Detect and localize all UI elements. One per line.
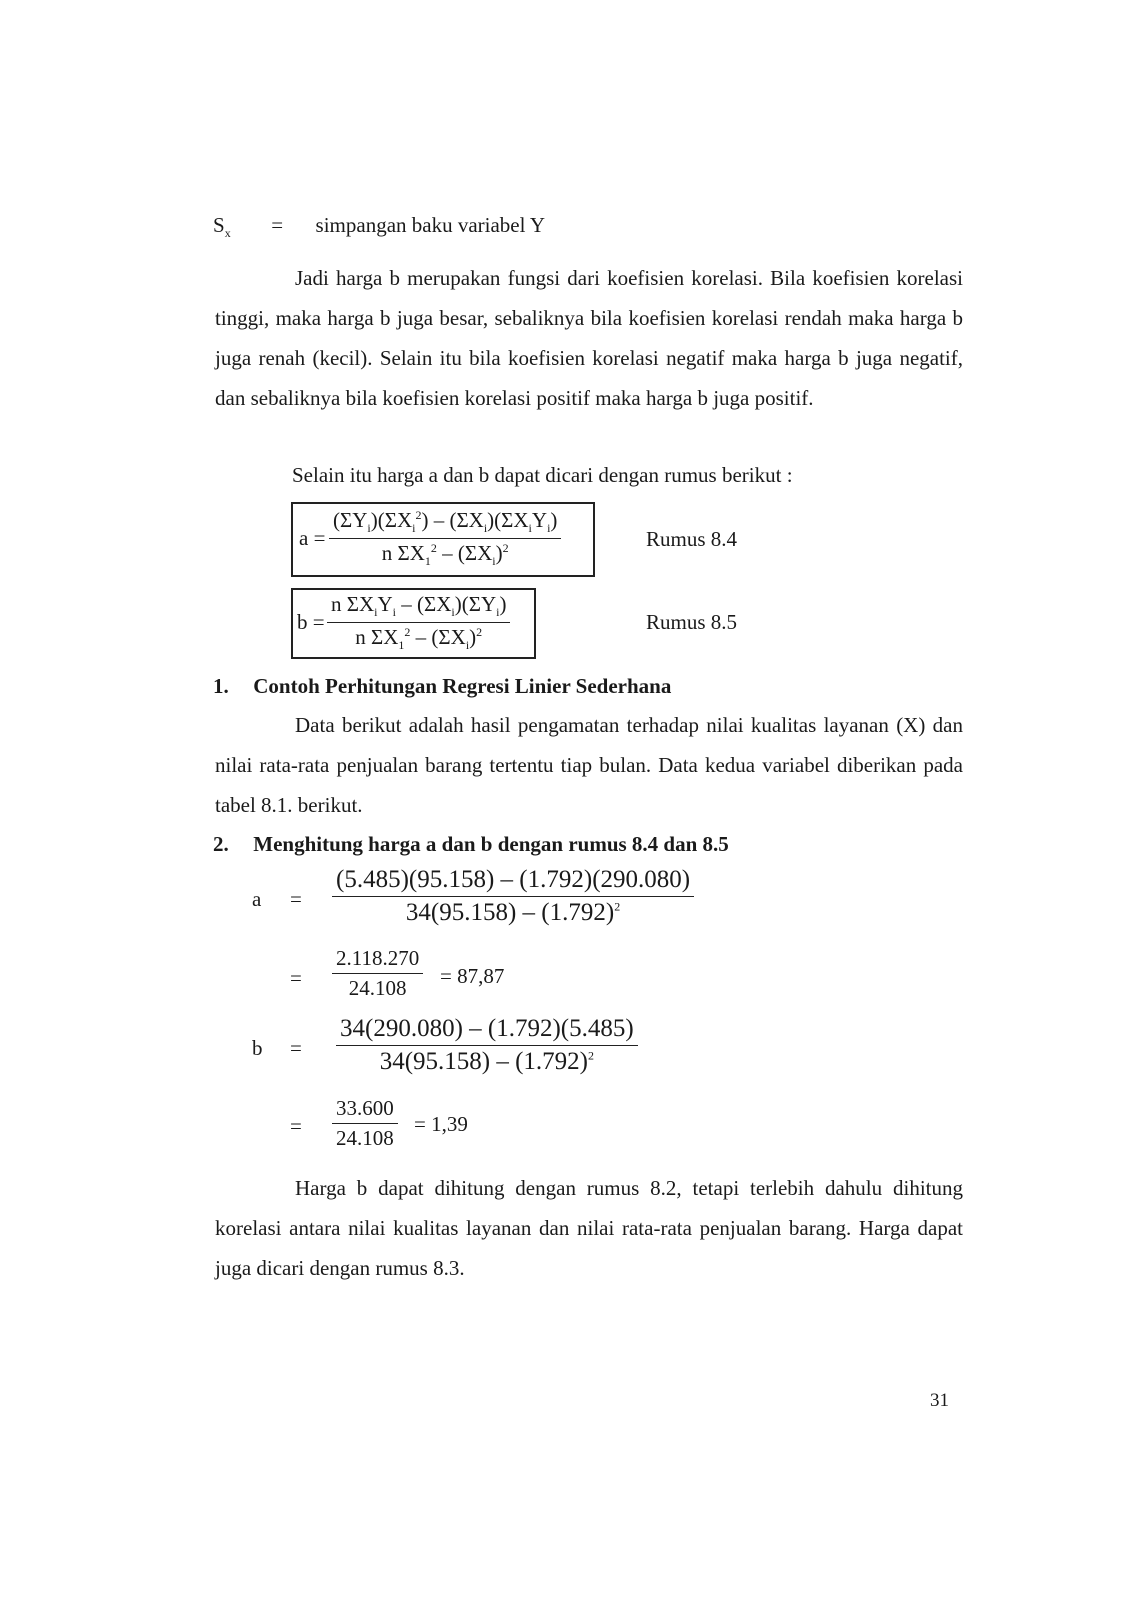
sx-subscript: x (224, 226, 231, 241)
formula-b-fraction (327, 592, 510, 653)
formula-b-box (291, 588, 536, 659)
calc-b-numerator: 34(290.080) – (1.792)(5.485) (336, 1015, 638, 1046)
calc-b-denominator (376, 1046, 598, 1076)
calc-a-result: = 87,87 (440, 964, 505, 988)
formula-b-denominator: n $\Sigma X_1^2 - (\Sigma X_i)^2$ (355, 625, 483, 653)
calc-b-step-numerator: 33.600 (332, 1096, 398, 1124)
formula-b-label: Rumus 8.5 (646, 610, 738, 634)
sx-text: simpangan baku variabel Y (315, 213, 546, 237)
paragraph-3-text: Data berikut adalah hasil pengamatan terhadap nilai kualitas layanan (X) dan nilai rata-rata penjualan barang tertentu tiap bulan. Data kedua variabel diberikan pada tabel 8.1. berikut. (215, 713, 963, 817)
calc-a-den-text: 34(95.158) – (1.792) (405, 899, 615, 926)
calc-b-den-text: 34(95.158) – (1.792) (379, 1048, 588, 1075)
calc-a-denominator (402, 897, 624, 927)
paragraph-4-text: Harga b dapat dihitung dengan rumus 8.2, tetapi terlebih dahulu dihitung korelasi antara nilai kualitas layanan dan nilai rata-rata penjualan barang. Harga dapat juga dicari dengan rumus 8.3. (215, 1176, 963, 1280)
calc-b-step-equals: = (290, 1114, 302, 1138)
calc-b-equals: = (290, 1036, 302, 1060)
section-2-number: 2. (213, 832, 229, 856)
paragraph-1 (215, 258, 963, 418)
calc-a-numerator: (5.485)(95.158) – (1.792)(290.080) (332, 866, 694, 897)
section-2-title: Menghitung harga a dan b dengan rumus 8.4 dan 8.5 (253, 832, 729, 856)
calc-a-step-equals: = (290, 966, 302, 990)
sx-equals: = (271, 213, 284, 237)
calc-a-step-fraction (332, 946, 423, 1001)
formula-b-lhs: b = (297, 610, 325, 634)
paragraph-4 (215, 1168, 963, 1288)
paragraph-2: Selain itu harga a dan b dapat dicari dengan rumus berikut : (292, 463, 793, 487)
paragraph-3 (215, 705, 963, 825)
calc-a-fraction (332, 866, 694, 927)
calc-b-step-fraction (332, 1096, 398, 1151)
formula-a-denominator: n $\Sigma X_1^2 - (\Sigma X_i)^2$ (381, 541, 509, 569)
calc-b-step-denominator: 24.108 (336, 1126, 394, 1150)
formula-a-numerator: $(\Sigma Y_i)(\Sigma X_i^2) - (\Sigma X_i)(\Sigma X_iY_i)$ (329, 508, 561, 539)
calc-a-step-denominator: 24.108 (348, 976, 407, 1000)
page-number: 31 (930, 1390, 949, 1411)
sx-definition (213, 213, 545, 241)
calc-a-den-sq: 2 (614, 899, 621, 914)
section-2-heading (213, 832, 729, 857)
paragraph-1-text: Jadi harga b merupakan fungsi dari koefisien korelasi. Bila koefisien korelasi tinggi, maka harga b juga besar, sebaliknya bila koefisien korelasi rendah maka harga b juga renah (kecil). Selain itu bila koefisien korelasi negatif maka harga b juga negatif, dan sebaliknya bila koefisien korelasi positif maka harga b juga positif. (215, 266, 963, 410)
sx-symbol: S (213, 213, 225, 237)
formula-b-numerator: n $\Sigma X_iY_i - (\Sigma X_i)(\Sigma Y_i)$ (327, 592, 510, 623)
calc-a-equals: = (290, 887, 302, 911)
formula-a-box (291, 502, 595, 577)
calc-b-result: = 1,39 (414, 1112, 468, 1136)
calc-b-label: b (252, 1036, 263, 1060)
section-1-title: Contoh Perhitungan Regresi Linier Sederhana (253, 674, 672, 698)
section-1-heading (213, 674, 671, 699)
calc-a-step-numerator: 2.118.270 (332, 946, 423, 974)
formula-a-lhs: a = (299, 526, 326, 550)
calc-b-fraction (336, 1015, 638, 1076)
section-1-number: 1. (213, 674, 229, 698)
formula-a-fraction (329, 508, 561, 569)
calc-a-label: a (252, 887, 262, 911)
calc-b-den-sq: 2 (588, 1048, 594, 1063)
formula-a-label: Rumus 8.4 (646, 527, 738, 551)
